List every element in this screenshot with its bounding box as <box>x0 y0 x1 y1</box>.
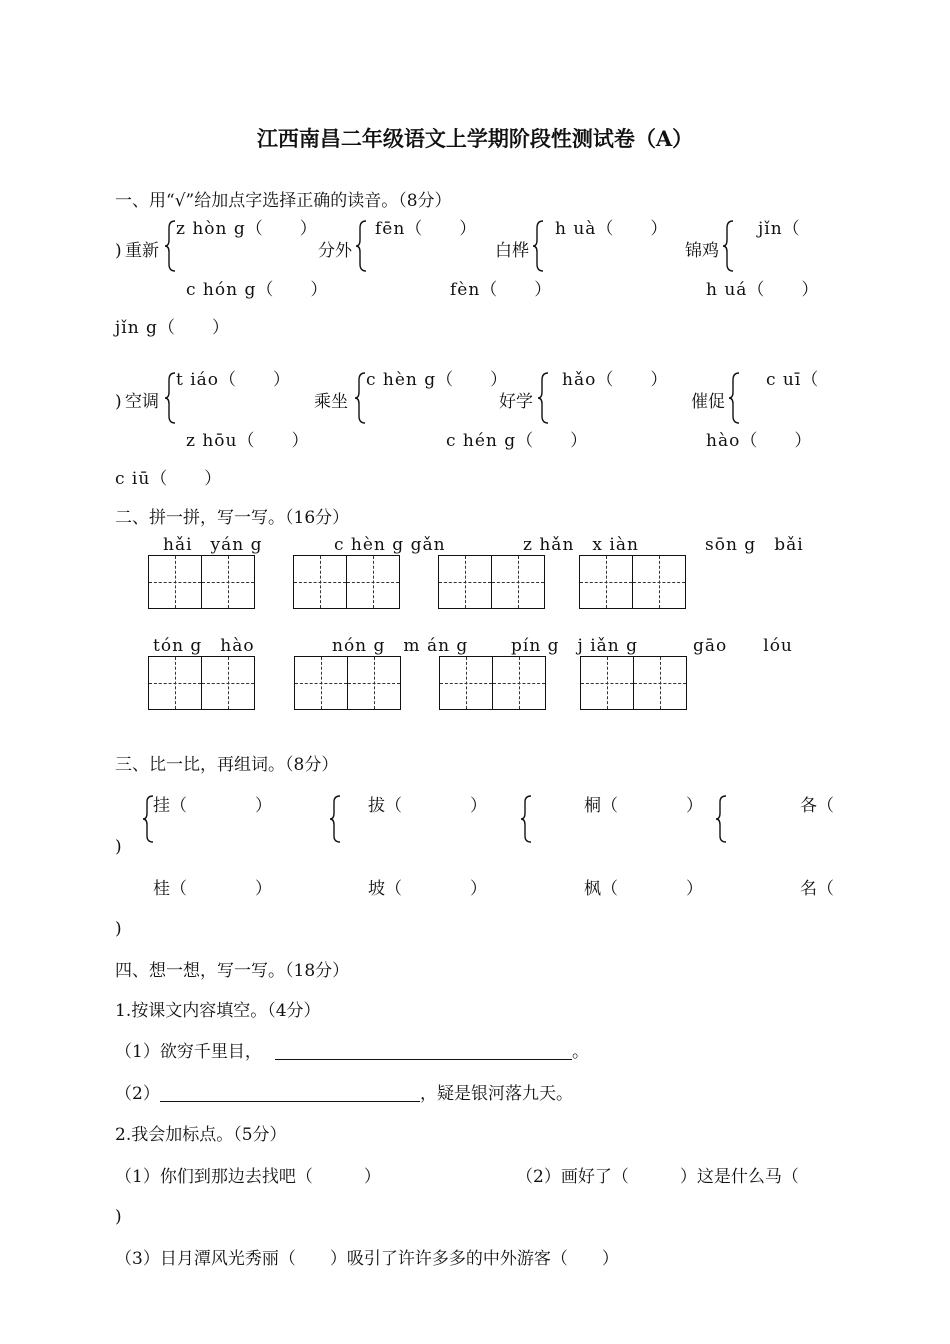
writing-grid[interactable] <box>579 555 684 609</box>
writing-cell[interactable] <box>633 656 687 710</box>
q3-close-1: ) <box>115 837 122 857</box>
writing-grid[interactable] <box>293 555 398 609</box>
writing-grid[interactable] <box>294 656 399 710</box>
q4-s1b-pre: （2） <box>115 1084 160 1104</box>
q1-r2-bottom-1: z hōu（ ） <box>186 431 310 451</box>
q1-r2-top-4: c uī（ <box>766 370 820 390</box>
q1-r1-top-3: h uà（ ） <box>555 219 669 239</box>
q2-r1-pinyin-4: sōn g bǎi <box>705 535 804 555</box>
q3-heading: 三、比一比，再组词。（8分） <box>115 755 339 775</box>
q3-top-4: 各（ <box>800 796 834 816</box>
q1-r1-bottom-2: fèn（ ） <box>450 280 553 300</box>
writing-cell[interactable] <box>579 555 633 609</box>
q1-heading: 一、用“√”给加点字选择正确的读音。（8分） <box>115 191 452 211</box>
brace-icon <box>715 795 727 843</box>
q3-top-2: 拔（ ） <box>368 796 487 816</box>
brace-icon <box>164 220 176 272</box>
q4-sub1: 1.按课文内容填空。（4分） <box>115 1001 321 1021</box>
writing-grid[interactable] <box>438 555 543 609</box>
q4-s2a: （1）你们到那边去找吧（ ） <box>115 1167 381 1187</box>
q4-s2b: （2）画好了（ ）这是什么马（ <box>516 1167 799 1187</box>
answer-line[interactable] <box>160 1101 420 1102</box>
writing-cell[interactable] <box>438 555 492 609</box>
q1-r1-bottom-1: c hón g（ ） <box>186 280 329 300</box>
q4-s2c: （3）日月潭风光秀丽（ ）吸引了许许多多的中外游客（ ） <box>115 1249 619 1269</box>
answer-line[interactable] <box>275 1059 572 1060</box>
page-title: 江西南昌二年级语文上学期阶段性测试卷（A） <box>256 126 694 151</box>
q1-r1-word-2: 分外 <box>318 241 352 261</box>
brace-icon <box>329 795 341 843</box>
q1-r1-bottom-3: h uá（ ） <box>706 280 820 300</box>
brace-icon <box>532 220 544 272</box>
q3-top-3: 桐（ ） <box>584 796 703 816</box>
writing-cell[interactable] <box>148 555 202 609</box>
writing-grid[interactable] <box>580 656 685 710</box>
q4-sub2: 2.我会加标点。（5分） <box>115 1125 287 1145</box>
q1-r1-top-4: jǐn（ <box>758 219 801 239</box>
brace-icon <box>164 372 176 424</box>
writing-cell[interactable] <box>148 656 202 710</box>
q1-r1-top-2: fēn（ ） <box>375 219 478 239</box>
q2-r2-pinyin-2: nón g m án g <box>332 636 469 656</box>
writing-grid[interactable] <box>148 555 253 609</box>
q2-r2-pinyin-1: tón g hào <box>153 636 255 656</box>
writing-cell[interactable] <box>347 656 401 710</box>
q1-r2-bottom-3: hào（ ） <box>706 431 813 451</box>
q2-r1-pinyin-3: z hǎn x iàn <box>523 535 639 555</box>
q3-top-1: 挂（ ） <box>153 796 272 816</box>
q1-r1-word-4: 锦鸡 <box>685 241 719 261</box>
q1-r2-tail: c iū（ ） <box>115 469 223 489</box>
q3-bottom-4: 名（ <box>800 879 834 899</box>
brace-icon <box>722 220 734 272</box>
brace-icon <box>728 372 740 424</box>
q1-r2-top-3: hǎo（ ） <box>562 370 669 390</box>
brace-icon <box>142 795 154 843</box>
q4-s1b-post: ，疑是银河落九天。 <box>420 1084 573 1104</box>
writing-cell[interactable] <box>439 656 493 710</box>
writing-cell[interactable] <box>632 555 686 609</box>
writing-cell[interactable] <box>580 656 634 710</box>
q4-s1a-post: 。 <box>572 1042 589 1062</box>
writing-cell[interactable] <box>346 555 400 609</box>
brace-icon <box>354 372 366 424</box>
q1-r1-word-1: 重新 <box>125 241 159 261</box>
q1-r1-tail: jǐn g（ ） <box>115 318 230 338</box>
q1-r2-word-1: 空调 <box>125 392 159 412</box>
q4-s1a-pre: （1）欲穷千里目， <box>115 1042 262 1062</box>
q1-r2-word-2: 乘坐 <box>314 392 348 412</box>
q2-r2-pinyin-4: gāo lóu <box>693 636 793 656</box>
q2-r1-pinyin-1: hǎi yán g <box>163 535 263 555</box>
q1-r1-lead: ) <box>115 241 122 261</box>
writing-cell[interactable] <box>294 656 348 710</box>
writing-cell[interactable] <box>492 656 546 710</box>
writing-cell[interactable] <box>491 555 545 609</box>
q1-r2-lead: ) <box>115 392 122 412</box>
brace-icon <box>520 795 532 843</box>
writing-grid[interactable] <box>439 656 544 710</box>
writing-cell[interactable] <box>201 656 255 710</box>
q1-r2-top-1: t iáo（ ） <box>176 370 292 390</box>
writing-grid[interactable] <box>148 656 253 710</box>
q3-bottom-2: 坡（ ） <box>368 879 487 899</box>
q4-heading: 四、想一想，写一写。（18分） <box>115 961 350 981</box>
q1-r1-top-1: z hòn g（ ） <box>176 219 318 239</box>
q3-close-2: ) <box>115 919 122 939</box>
writing-cell[interactable] <box>293 555 347 609</box>
q1-r2-top-2: c hèn g（ ） <box>366 370 509 390</box>
brace-icon <box>537 372 549 424</box>
q2-r1-pinyin-2: c hèn g gǎn <box>334 535 446 555</box>
writing-cell[interactable] <box>201 555 255 609</box>
q4-s2b-close: ) <box>115 1207 122 1227</box>
q2-r2-pinyin-3: pín g j iǎn g <box>511 636 639 656</box>
q1-r1-word-3: 白桦 <box>495 241 529 261</box>
q3-bottom-3: 枫（ ） <box>584 879 703 899</box>
brace-icon <box>355 220 367 272</box>
q2-heading: 二、拼一拼，写一写。（16分） <box>115 508 350 528</box>
q3-bottom-1: 桂（ ） <box>153 879 272 899</box>
q1-r2-bottom-2: c hén g（ ） <box>446 431 589 451</box>
q1-r2-word-4: 催促 <box>691 392 725 412</box>
q1-r2-word-3: 好学 <box>499 392 533 412</box>
